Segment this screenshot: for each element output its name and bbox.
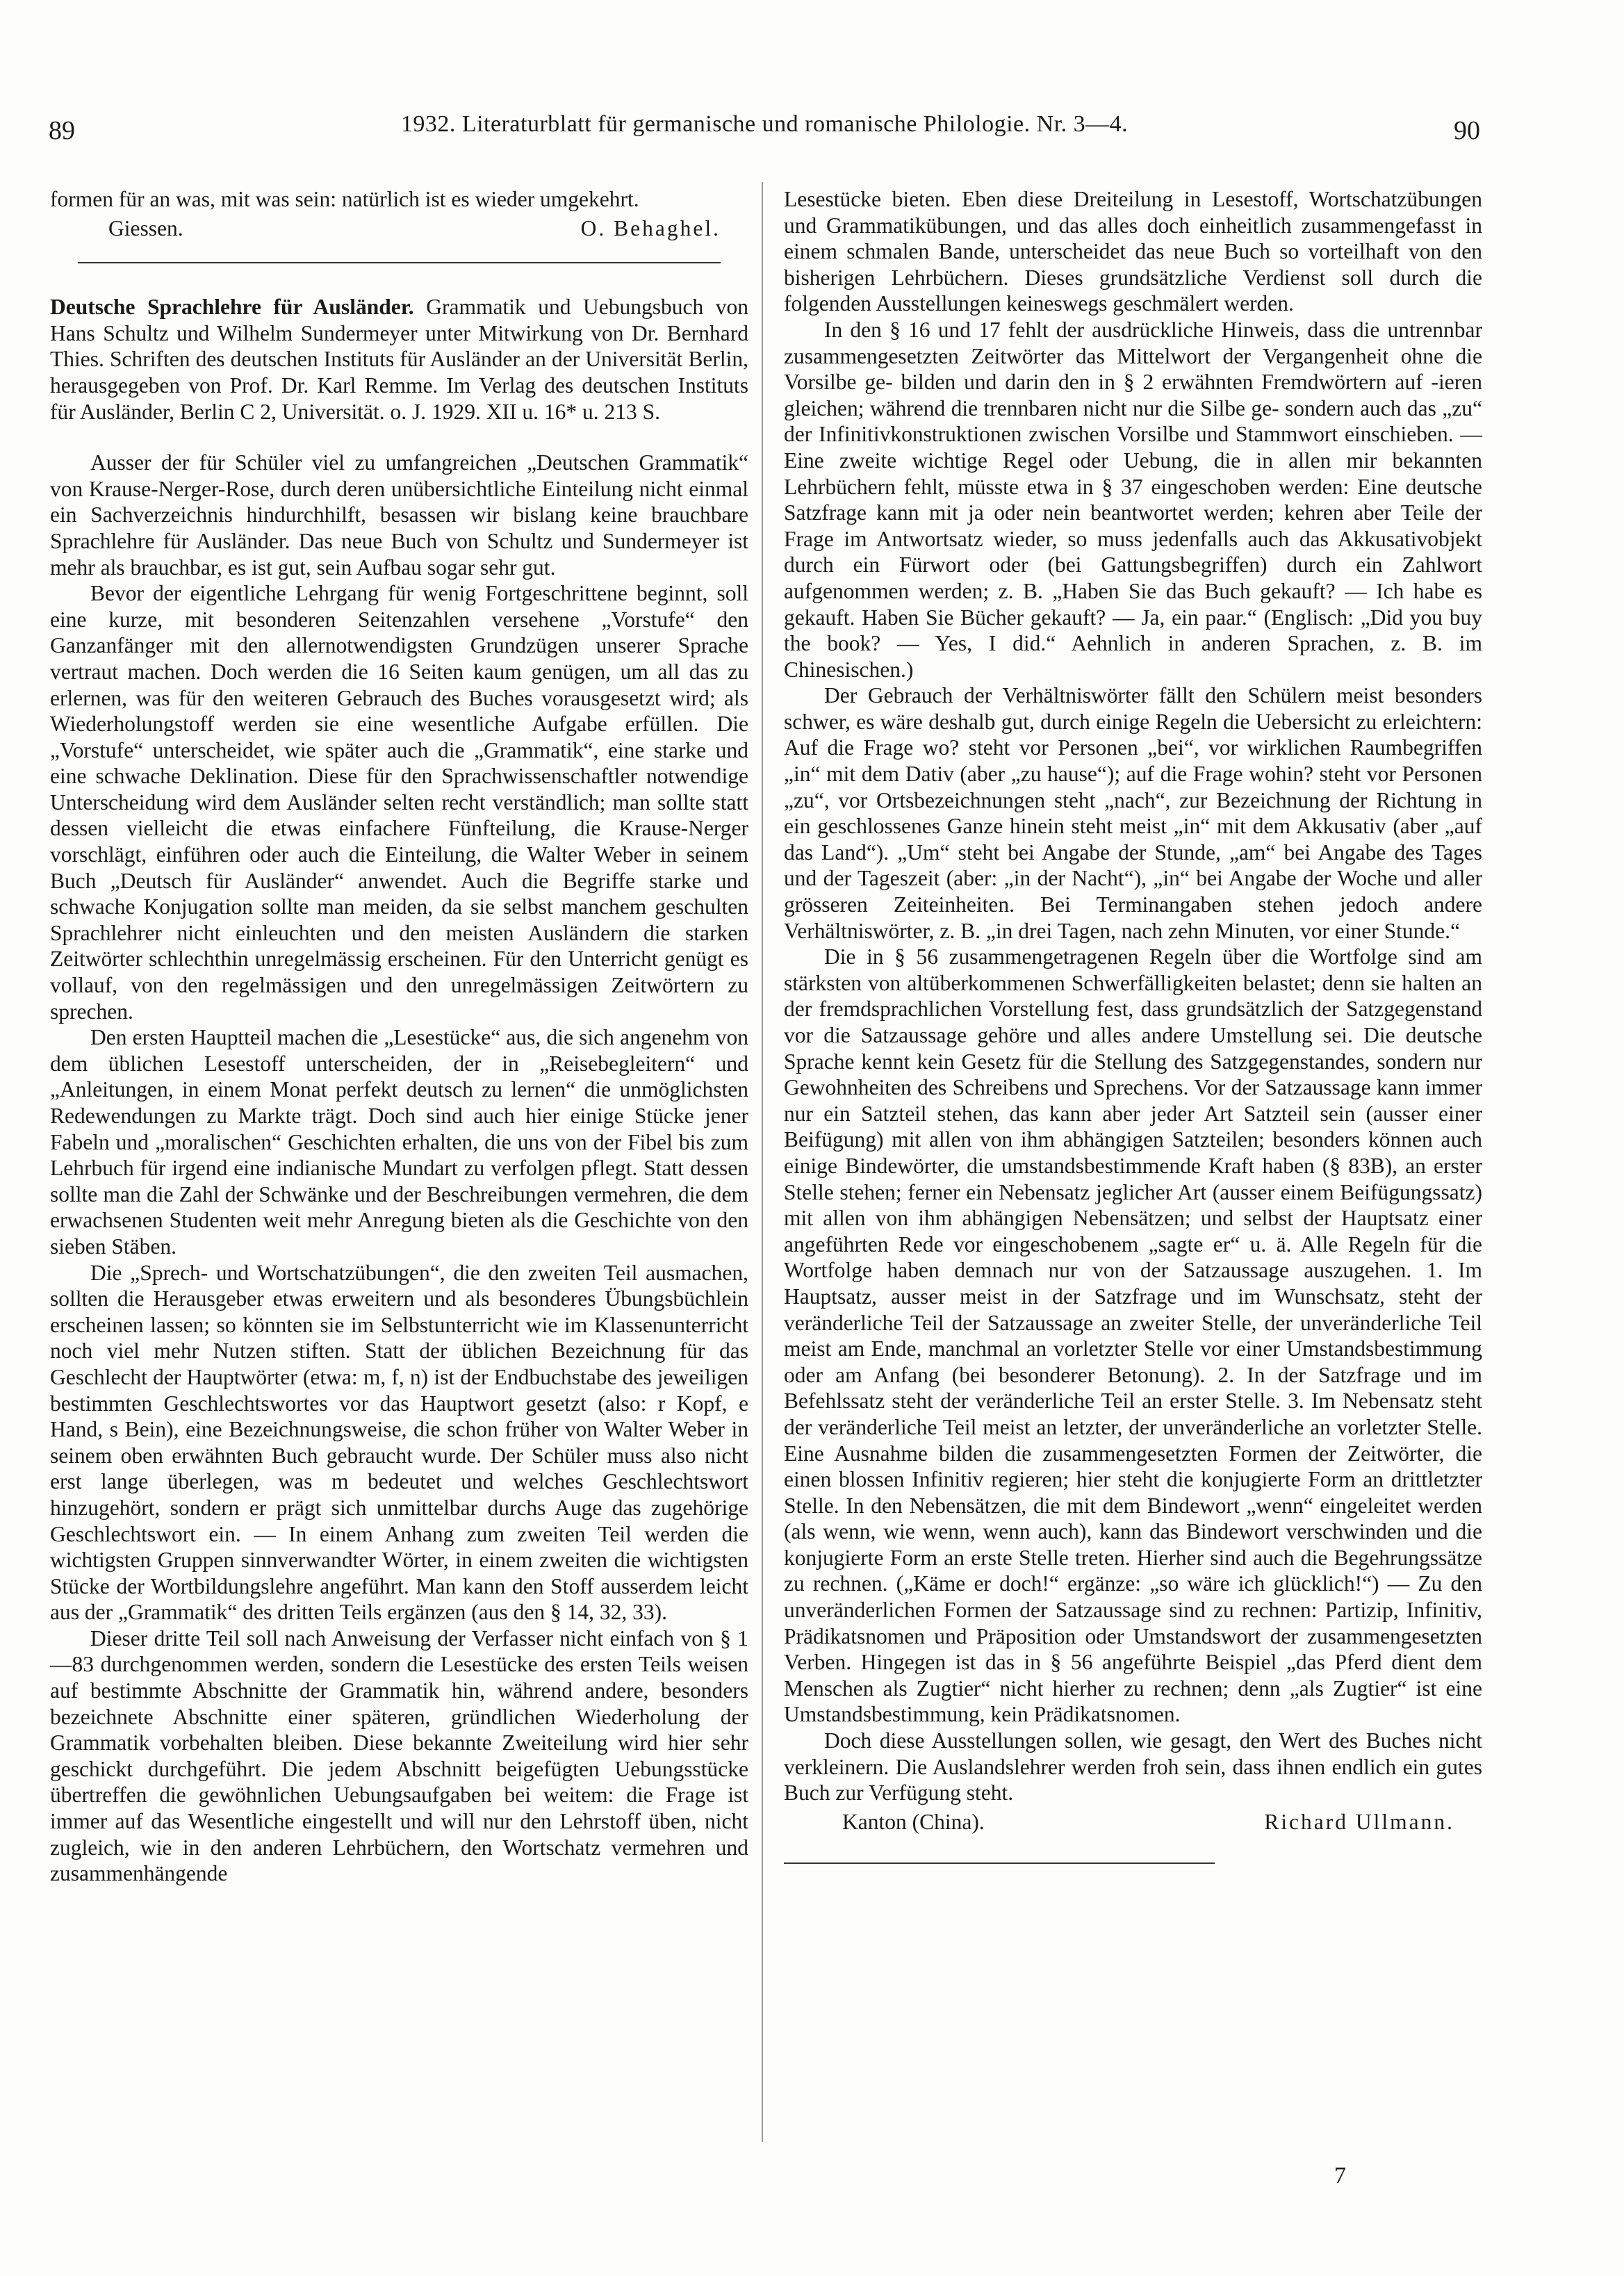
signature-name: O. Behaghel. <box>580 215 721 240</box>
carry-over-text: formen für an was, mit was sein: natürlich ist es wieder umgekehrt. <box>50 187 639 211</box>
signature-place: Giessen. <box>108 215 183 240</box>
page-number-left: 89 <box>49 116 75 145</box>
paragraph: Dieser dritte Teil soll nach Anweisung der Verfasser nicht einfach von § 1—83 durchgenommen werden, sondern die Lesestücke des ersten Teils weisen auf bestimmte Abschnitte der Grammatik hin, während andere, besonders bezeichnete Abschnitte einer späteren, gründlichen Wiederholung der Grammatik vorbehalten bleiben. Diese bekannte Zweiteilung wird hier sehr geschickt durchgeführt. Die jedem Abschnitt beigefügten Uebungsstücke übertreffen die gewöhnlichen Uebungsaufgaben bei weitem: die Frage ist immer auf das Wesentliche eingestellt und will nur den Lehrstoff üben, nicht zugleich, wie in den anderen Lehrbüchern, den Wortschatz vermehren und zusammenhängende <box>50 1626 748 1886</box>
paragraph: Die in § 56 zusammengetragenen Regeln über die Wortfolge sind am stärksten von altüberkommenen Schwerfälligkeiten belastet; denn sie halten an der fremdsprachlichen Vorstellung fest, dass grundsätzlich der Satzgegenstand vor die Satzaussage gehöre und alles andere Umstellung sei. Die deutsche Sprache kennt kein Gesetz für die Stellung des Satzgegenstandes, sondern nur Gewohnheiten des Schreibens und Sprechens. Vor der Satzaussage kann immer nur ein Satzteil stehen, das kann aber jeder Art Satzteil sein (ausser einer Beifügung) mit allen von ihm abhängigen Satzteilen; besonders können auch einige Bindewörter, die umstandsbestimmende Kraft haben (§ 83B), an erster Stelle stehen; ferner ein Nebensatz jeglicher Art (ausser einem Beifügungssatz) mit allen von ihm abhängigen Nebensätzen; und selbst der Hauptsatz einer angeführten Rede vor eingeschobenem „sagte er“ u. ä. Alle Regeln für die Wortfolge haben demnach nur von der Satzaussage auszugehen. 1. Im Hauptsatz, ausser meist in der Satzfrage und im Wunschsatz, steht der veränderliche Teil der Satzaussage an zweiter Stelle, der unveränderliche Teil meist am Ende, manchmal an vorletzter Stelle vor einer Umstandsbestimmung oder am Anfang (bei besonderer Betonung). 2. In der Satzfrage und im Befehlssatz steht der veränderliche Teil an erster Stelle. 3. Im Nebensatz steht der veränderliche Teil meist an letzter, der unveränderliche an vorletzter Stelle. Eine Ausnahme bilden die zusammengesetzten Formen der Zeitwörter, die einen blossen Infinitiv regieren; hier steht die konjugierte Form an drittletzter Stelle. In den Nebensätzen, die mit dem Bindewort „wenn“ eingeleitet werden (als wenn, wie wenn, wenn auch), kann das Bindewort verschwinden und die konjugierte Form an erste Stelle treten. Hierher sind auch die Begehrungssätze zu rechnen. („Käme er doch!“ ergänze: „so wäre ich glücklich!“) — Zu den unveränderlichen Formen der Satzaussage sind zu rechnen: Partizip, Infinitiv, Prädikatsnomen und Präposition oder Umstandswort der zusammengesetzten Verben. Hingegen ist das in § 56 angeführte Beispiel „das Pferd dient dem Menschen als Zugtier“ nicht hierher zu rechnen; denn „als Zugtier“ ist eine Umstandsbestimmung, kein Prädikatsnomen. <box>784 944 1482 1727</box>
signature-place: Kanton (China). <box>842 1809 985 1834</box>
signature-name: Richard Ullmann. <box>1264 1809 1454 1834</box>
review-title: Deutsche Sprachlehre für Ausländer. <box>50 295 414 320</box>
review-bibliography: Grammatik und Uebungsbuch von Hans Schultz und Wilhelm Sundermeyer unter Mitwirkung von Dr. Bernhard Thies. Schriften des deutschen Instituts für Ausländer an der Universität Berlin, herausgegeben von Prof. Dr. Karl Remme. Im Verlag des deutschen Instituts für Ausländer, Berlin C 2, Universität. o. J. 1929. XII u. 16* u. 213 S. <box>50 295 748 424</box>
page-number-right: 90 <box>1454 116 1480 145</box>
paragraph: Bevor der eigentliche Lehrgang für wenig Fortgeschrittene beginnt, soll eine kurze, mit besonderen Seitenzahlen versehene „Vorstufe“ den Ganzanfänger mit den allernotwendigsten Grundzügen unserer Sprache vertraut machen. Doch werden die 16 Seiten kaum genügen, um all das zu erlernen, was für den weiteren Gebrauch des Buches vorausgesetzt wird; als Wiederholungstoff werden sie eine wesentliche Aufgabe erfüllen. Die „Vorstufe“ unterscheidet, wie später auch die „Grammatik“, eine starke und eine schwache Deklination. Diese für den Sprachwissenschaftler notwendige Unterscheidung wird dem Ausländer selten recht verständlich; man sollte statt dessen vielleicht die etwas einfachere Fünfteilung, die Krause-Nerger vorschlägt, einführen oder auch die Einteilung, die Walter Weber in seinem Buch „Deutsch für Ausländer“ anwendet. Auch die Begriffe starke und schwache Konjugation sollte man meiden, da sie selbst manchem geschulten Sprachlehrer nicht einleuchten und den meisten Ausländern die starken Zeitwörter schlechthin unregelmässig erscheinen. Für den Unterricht genügt es vollauf, von den regelmässigen und den unregelmässigen Zeitwörtern zu sprechen. <box>50 581 748 1024</box>
review-heading <box>50 294 748 425</box>
end-rule <box>784 1862 1215 1864</box>
paragraph: Ausser der für Schüler viel zu umfangreichen „Deutschen Grammatik“ von Krause-Nerger-Rose, durch deren unübersichtliche Einteilung nicht einmal ein Sachverzeichnis hindurchhilft, besassen wir bislang keine brauchbare Sprachlehre für Ausländer. Das neue Buch von Schultz und Sundermeyer ist mehr als brauchbar, es ist gut, sein Aufbau sogar sehr gut. <box>50 450 748 580</box>
column-divider <box>762 182 763 2142</box>
paragraph: Doch diese Ausstellungen sollen, wie gesagt, den Wert des Buches nicht verkleinern. Die Auslandslehrer werden froh sein, dass ihnen endlich ein gutes Buch zur Verfügung steht. <box>784 1728 1482 1806</box>
left-column <box>50 186 748 1887</box>
signature-ullmann <box>784 1809 1482 1835</box>
section-rule <box>78 262 721 263</box>
paragraph: In den § 16 und 17 fehlt der ausdrückliche Hinweis, dass die untrennbar zusammengesetzten Zeitwörter das Mittelwort der Vergangenheit ohne die Vorsilbe ge- bilden und darin den in § 2 erwähnten Fremdwörtern auf -ieren gleichen; während die trennbaren nicht nur die Silbe ge- sondern auch das „zu“ der Infinitivkonstruktionen zwischen Vorsilbe und Stammwort einschieben. — Eine zweite wichtige Regel oder Uebung, die in allen mir bekannten Lehrbüchern fehlt, müsste etwa in § 37 eingeschoben werden: Eine deutsche Satzfrage kann mit ja oder nein beantwortet werden; kehren aber Teile der Frage im Antwortsatz wieder, so muss jedenfalls auch das Akkusativobjekt durch ein Fürwort oder (bei Gattungsbegriffen) durch ein Zahlwort aufgenommen werden; z. B. „Haben Sie das Buch gekauft? — Ich habe es gekauft. Haben Sie Bücher gekauft? — Ja, ein paar.“ (Englisch: „Did you buy the book? — Yes, I did.“ Aehnlich in anderen Sprachen, z. B. im Chinesischen.) <box>784 317 1482 682</box>
paragraph: Der Gebrauch der Verhältniswörter fällt den Schülern meist besonders schwer, es wäre deshalb gut, durch einige Regeln die Uebersicht zu erleichtern: Auf die Frage wo? steht vor Personen „bei“, vor wirklichen Raumbegriffen „in“ mit dem Dativ (aber „zu hause“); auf die Frage wohin? steht vor Personen „zu“, vor Ortsbezeichnungen steht „nach“, zur Bezeichnung der Richtung in ein geschlossenes Ganze hinein steht meist „in“ mit dem Akkusativ (aber „auf das Land“). „Um“ steht bei Angabe der Stunde, „am“ bei Angabe des Tages und der Tageszeit (aber: „in der Nacht“), „in“ bei Angabe der Woche und aller grösseren Zeiteinheiten. Bei Terminangaben stehen jedoch andere Verhältniswörter, z. B. „in drei Tagen, nach zehn Minuten, vor einer Stunde.“ <box>784 683 1482 943</box>
paragraph: Den ersten Hauptteil machen die „Lesestücke“ aus, die sich angenehm von dem üblichen Lesestoff unterscheiden, der in „Reisebegleitern“ und „Anleitungen, in einem Monat perfekt deutsch zu lernen“ die unmöglichsten Redewendungen zu Markte trägt. Doch sind auch hier einige Stücke jener Fabeln und „moralischen“ Geschichten erhalten, die uns von der Fibel bis zum Lehrbuch für irgend eine indianische Mundart zu verfolgen pflegt. Statt dessen sollte man die Zahl der Schwänke und der Beschreibungen vermehren, die dem erwachsenen Studenten weit mehr Anregung bieten als die Geschichte von den sieben Stäben. <box>50 1025 748 1259</box>
signature-behaghel <box>50 215 748 242</box>
running-title: 1932. Literaturblatt für germanische und romanische Philologie. Nr. 3—4. <box>400 111 1129 137</box>
paragraph: Die „Sprech- und Wortschatzübungen“, die den zweiten Teil ausmachen, sollten die Herausgeber etwas erweitern und als besonderes Übungsbüchlein erscheinen lassen; so könnten sie im Selbstunterricht wie im Klassenunterricht noch viel mehr Nutzen stiften. Statt der üblichen Bezeichnung für das Geschlecht der Hauptwörter (etwa: m, f, n) ist der Endbuchstabe des jeweiligen bestimmten Geschlechtswortes vor das Hauptwort gesetzt (also: r Kopf, e Hand, s Bein), eine Bezeichnungsweise, die schon früher von Walter Weber in seinem oben erwähnten Buch gebraucht wurde. Der Schüler muss also nicht erst lange überlegen, was m bedeutet und welches Geschlechtswort hinzugehört, sondern er prägt sich unmittelbar durchs Auge das zugehörige Geschlechtswort ein. — In einem Anhang zum zweiten Teil werden die wichtigsten Gruppen sinnverwandter Wörter, in einem zweiten die wichtigsten Stücke der Wortbildungslehre angeführt. Man kann den Stoff ausserdem leicht aus der „Grammatik“ des dritten Teils ergänzen (aus den § 14, 32, 33). <box>50 1260 748 1625</box>
paragraph: Lesestücke bieten. Eben diese Dreiteilung in Lesestoff, Wortschatzübungen und Grammatikübungen, und das alles doch einheitlich zusammengefasst in einem schmalen Bande, unterscheidet das neue Buch so vorteilhaft von den bisherigen Lehrbüchern. Dieses grundsätzliche Verdienst soll durch die folgenden Ausstellungen keineswegs geschmälert werden. <box>784 187 1482 316</box>
printer-signature-mark: 7 <box>1334 2163 1346 2188</box>
page-header <box>49 111 1480 153</box>
right-column <box>784 186 1482 1864</box>
